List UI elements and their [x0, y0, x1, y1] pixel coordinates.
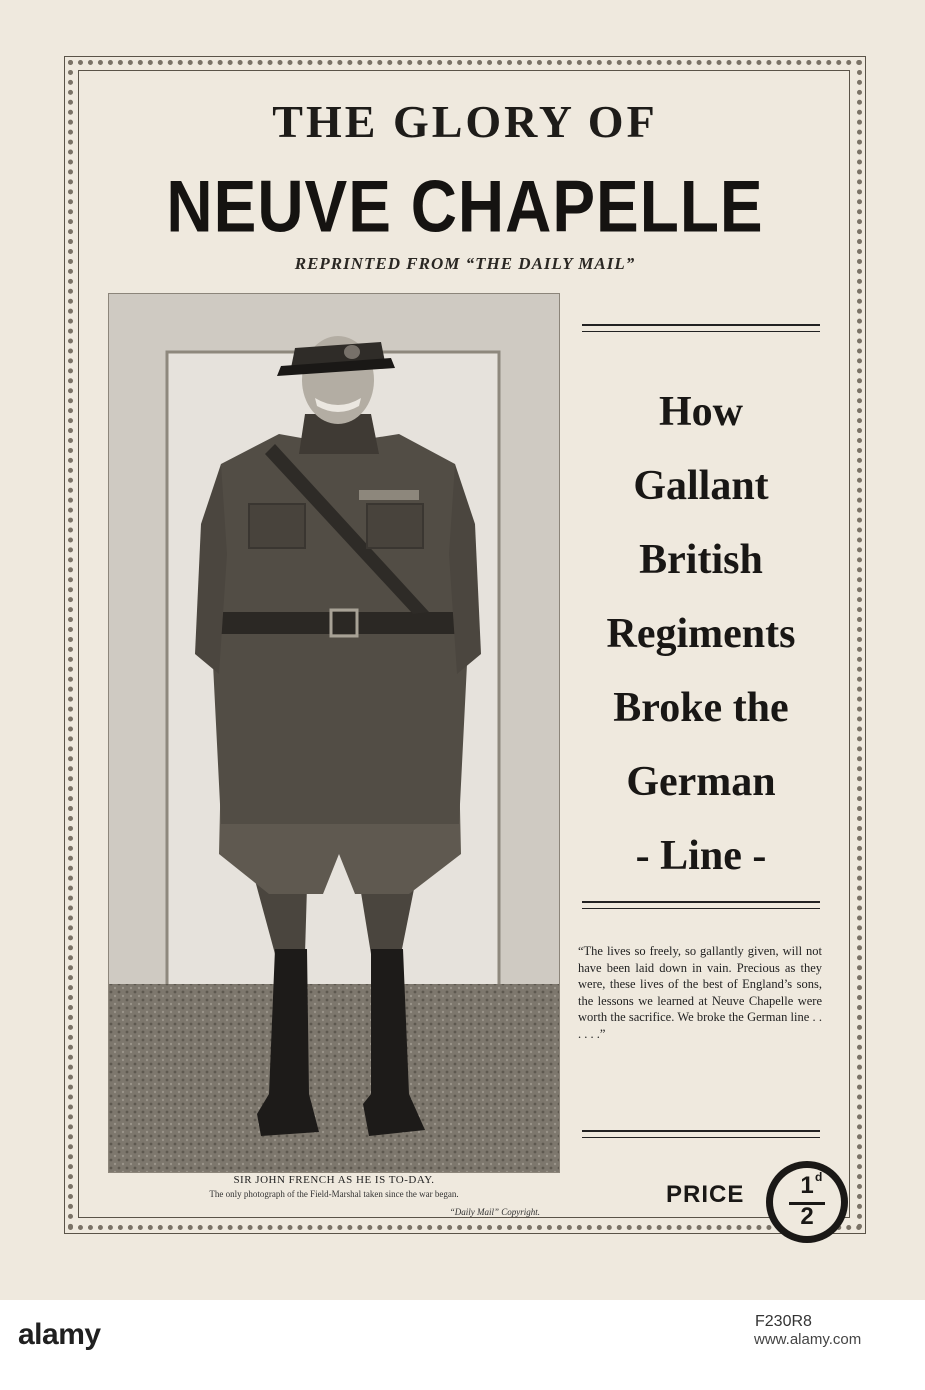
title-line-1: THE GLORY OF: [272, 96, 658, 147]
headline-line: Broke the: [613, 685, 789, 731]
headline-line: British: [639, 537, 763, 583]
title-line-2: NEUVE CHAPELLE: [166, 164, 764, 248]
price-unit: d: [815, 1170, 823, 1184]
price-badge: [766, 1161, 848, 1243]
headline-rule-top: [582, 324, 820, 326]
headline-line: Gallant: [633, 463, 769, 509]
price-denominator: 2: [800, 1203, 814, 1230]
photo-caption: SIR JOHN FRENCH AS HE IS TO-DAY.: [233, 1174, 435, 1186]
reprinted-credit: REPRINTED FROM “THE DAILY MAIL”: [294, 254, 636, 273]
photo-copyright: “Daily Mail” Copyright.: [449, 1207, 540, 1217]
watermark-url: www.alamy.com: [754, 1331, 862, 1348]
watermark-image-id: F230R8: [755, 1313, 812, 1330]
headline: [572, 375, 830, 893]
watermark-logo: alamy: [18, 1318, 101, 1351]
headline-rule-top-thin: [582, 331, 820, 332]
headline-line: - Line -: [635, 833, 767, 879]
price-numerator: 1: [800, 1172, 814, 1199]
field-marshal-photo: [108, 293, 560, 1173]
headline-line: How: [659, 389, 743, 435]
photo-subcaption: The only photograph of the Field-Marshal taken since the war began.: [209, 1189, 459, 1199]
price-badge-inner: [773, 1168, 841, 1236]
quote-text: “The lives so freely, so gallantly given, will not have been laid down in vain. Precious as they were, these lives of the best of England’s sons, the lessons we learned at Neuve Chapelle were worth the sacrifice. We broke the German line . . . . . .”: [578, 944, 822, 1041]
price-label: PRICE: [666, 1181, 745, 1208]
headline-rule-bottom-thin: [582, 908, 820, 909]
quote-rule-thin: [582, 1137, 820, 1138]
quote-rule: [582, 1130, 820, 1132]
headline-line: German: [626, 759, 776, 805]
headline-line: Regiments: [606, 611, 796, 657]
headline-rule-bottom: [582, 901, 820, 903]
soldier-portrait-illustration: [109, 294, 559, 1172]
